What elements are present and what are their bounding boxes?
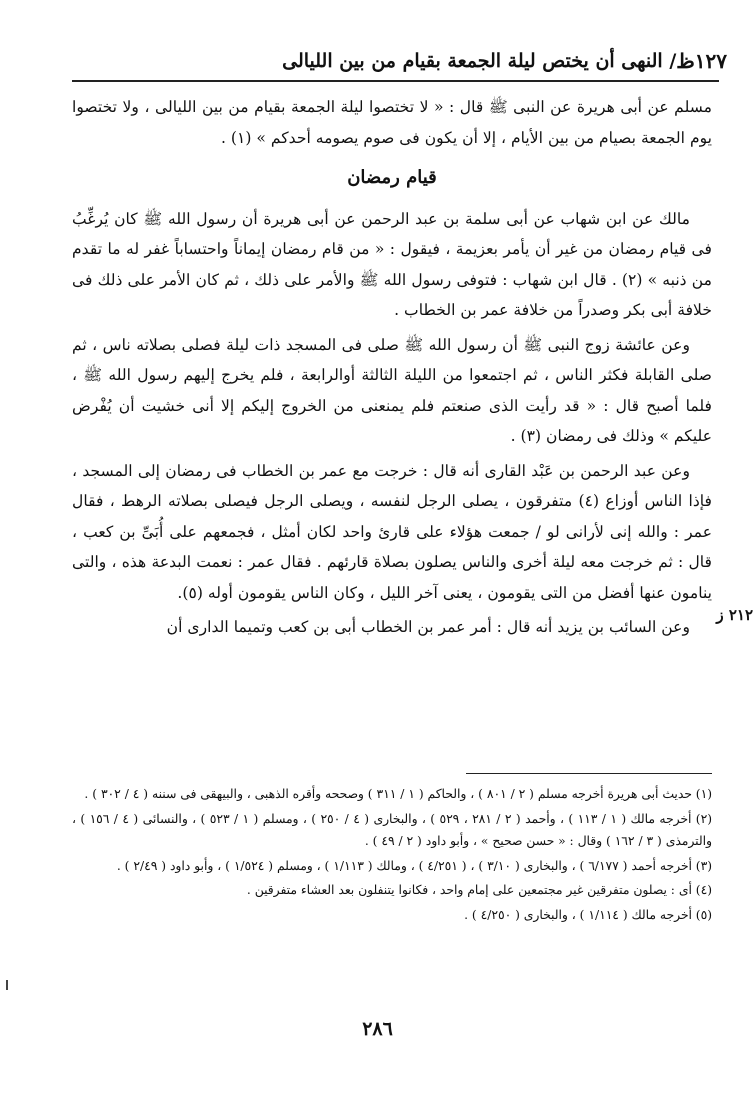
page-header <box>60 44 727 78</box>
footnote-2: (٢) أخرجه مالك ( ١ / ١١٣ ) ، وأحمد ( ٢ / ٢٨١ ، ٥٢٩ ) ، والبخارى ( ٤ / ٢٥٠ ) ، ومسلم ( ١ / ٥٢٣ ) ، والنسائى ( ٤ / ١٥٦ ) ، والترمذى ( ٣ / ١٦٢ ) وقال : « حسن صحيح » ، وأبو داود ( ٢ / ٤٩ ) . <box>72 811 713 848</box>
footnote-3: (٣) أخرجه أحمد ( ٦/١٧٧ ) ، والبخارى ( ٣/١٠ ) ، ( ٤/٢٥١ ) ، ومالك ( ١/١١٣ ) ، ومسلم ( ١/٥٢٤ ) ، وأبو داود ( ٢/٤٩ ) . <box>116 858 712 873</box>
header-rule <box>72 80 719 82</box>
main-text <box>72 92 712 647</box>
section-heading: قيام رمضان <box>347 167 437 188</box>
footnote-rule <box>466 773 712 774</box>
paragraph-malik: مالك عن ابن شهاب عن أبى سلمة بن عبد الرحمن عن أبى هريرة أن رسول الله ﷺ كان يُرغِّبُ فى قيام رمضان من غير أن يأمر بعزيمة ، فيقول : « من قام رمضان إيماناً واحتساباً غفر له ما تقدم من ذنبه » (٢) . قال ابن شهاب : فتوفى رسول الله ﷺ والأمر على ذلك ، ثم كان الأمر على ذلك فى خلافة أبى بكر وصدراً من خلافة عمر بن الخطاب . <box>72 209 712 319</box>
footnotes <box>72 783 712 928</box>
running-title: / النهى أن يختص ليلة الجمعة بقيام من بين الليالى <box>282 50 677 72</box>
footnote-4: (٤) أى : يصلون متفرقين غير مجتمعين على إمام واحد ، فكانوا يتنفلون بعد العشاء متفرقين . <box>246 883 712 897</box>
footnote-1: (١) حديث أبى هريرة أخرجه مسلم ( ٢ / ٨٠١ ) ، والحاكم ( ١ / ٣١١ ) وصححه وأقره الذهبى ، والبيهقى فى سننه ( ٤ / ٣٠٢ ) . <box>84 787 712 801</box>
paragraph-abd-al-rahman: وعن عبد الرحمن بن عَبْد القارى أنه قال : خرجت مع عمر بن الخطاب فى رمضان إلى المسجد ، فإذا الناس أوزاع (٤) متفرقون ، يصلى الرجل لنفسه ، ويصلى الرجل فيصلى بصلاته الرهط ، فقال عمر : والله إنى لأرانى لو / جمعت هؤلاء على قارئ واحد لكان أمثل ، فجمعهم على أُبَىِّ بن كعب ، قال : ثم خرجت معه ليلة أخرى والناس يصلون بصلاة قارئهم . فقال عمر : نعمت البدعة هذه ، والتى ينامون عنها أفضل من التى يقومون ، يعنى آخر الليل ، وكان الناس يقومون أوله (٥). <box>72 461 712 602</box>
paragraph-continuation: مسلم عن أبى هريرة عن النبى ﷺ قال : « لا تختصوا ليلة الجمعة بقيام من بين الليالى ، ولا تختصوا يوم الجمعة بصيام من بين الأيام ، إلا أن يكون فى صوم يصومه أحدكم » (١) . <box>72 98 712 147</box>
footnote-5: (٥) أخرجه مالك ( ١/١١٤ ) ، والبخارى ( ٤/٢٥٠ ) . <box>464 907 712 922</box>
manuscript-margin-note: ٢١٢ ز <box>716 606 753 624</box>
paragraph-aisha: وعن عائشة زوج النبى ﷺ أن رسول الله ﷺ صلى فى المسجد ذات ليلة فصلى بصلاته ناس ، ثم صلى القابلة فكثر الناس ، ثم اجتمعوا من الليلة الثالثة أوالرابعة ، فلم يخرج إليهم رسول الله ﷺ ، فلما أصبح قال : « قد رأيت الذى صنعتم فلم يمنعنى من الخروج إليكم إلا أنى خشيت أن يُفْرض عليكم » وذلك فى رمضان (٣) . <box>72 335 712 445</box>
paragraph-al-saib: وعن السائب بن يزيد أنه قال : أمر عمر بن الخطاب أبى بن كعب وتميما الدارى أن <box>166 618 690 636</box>
folio-number: ١٢٧ظ <box>676 49 727 73</box>
page-number: ٢٨٦ <box>362 1018 393 1040</box>
scan-edge-mark <box>6 980 8 990</box>
